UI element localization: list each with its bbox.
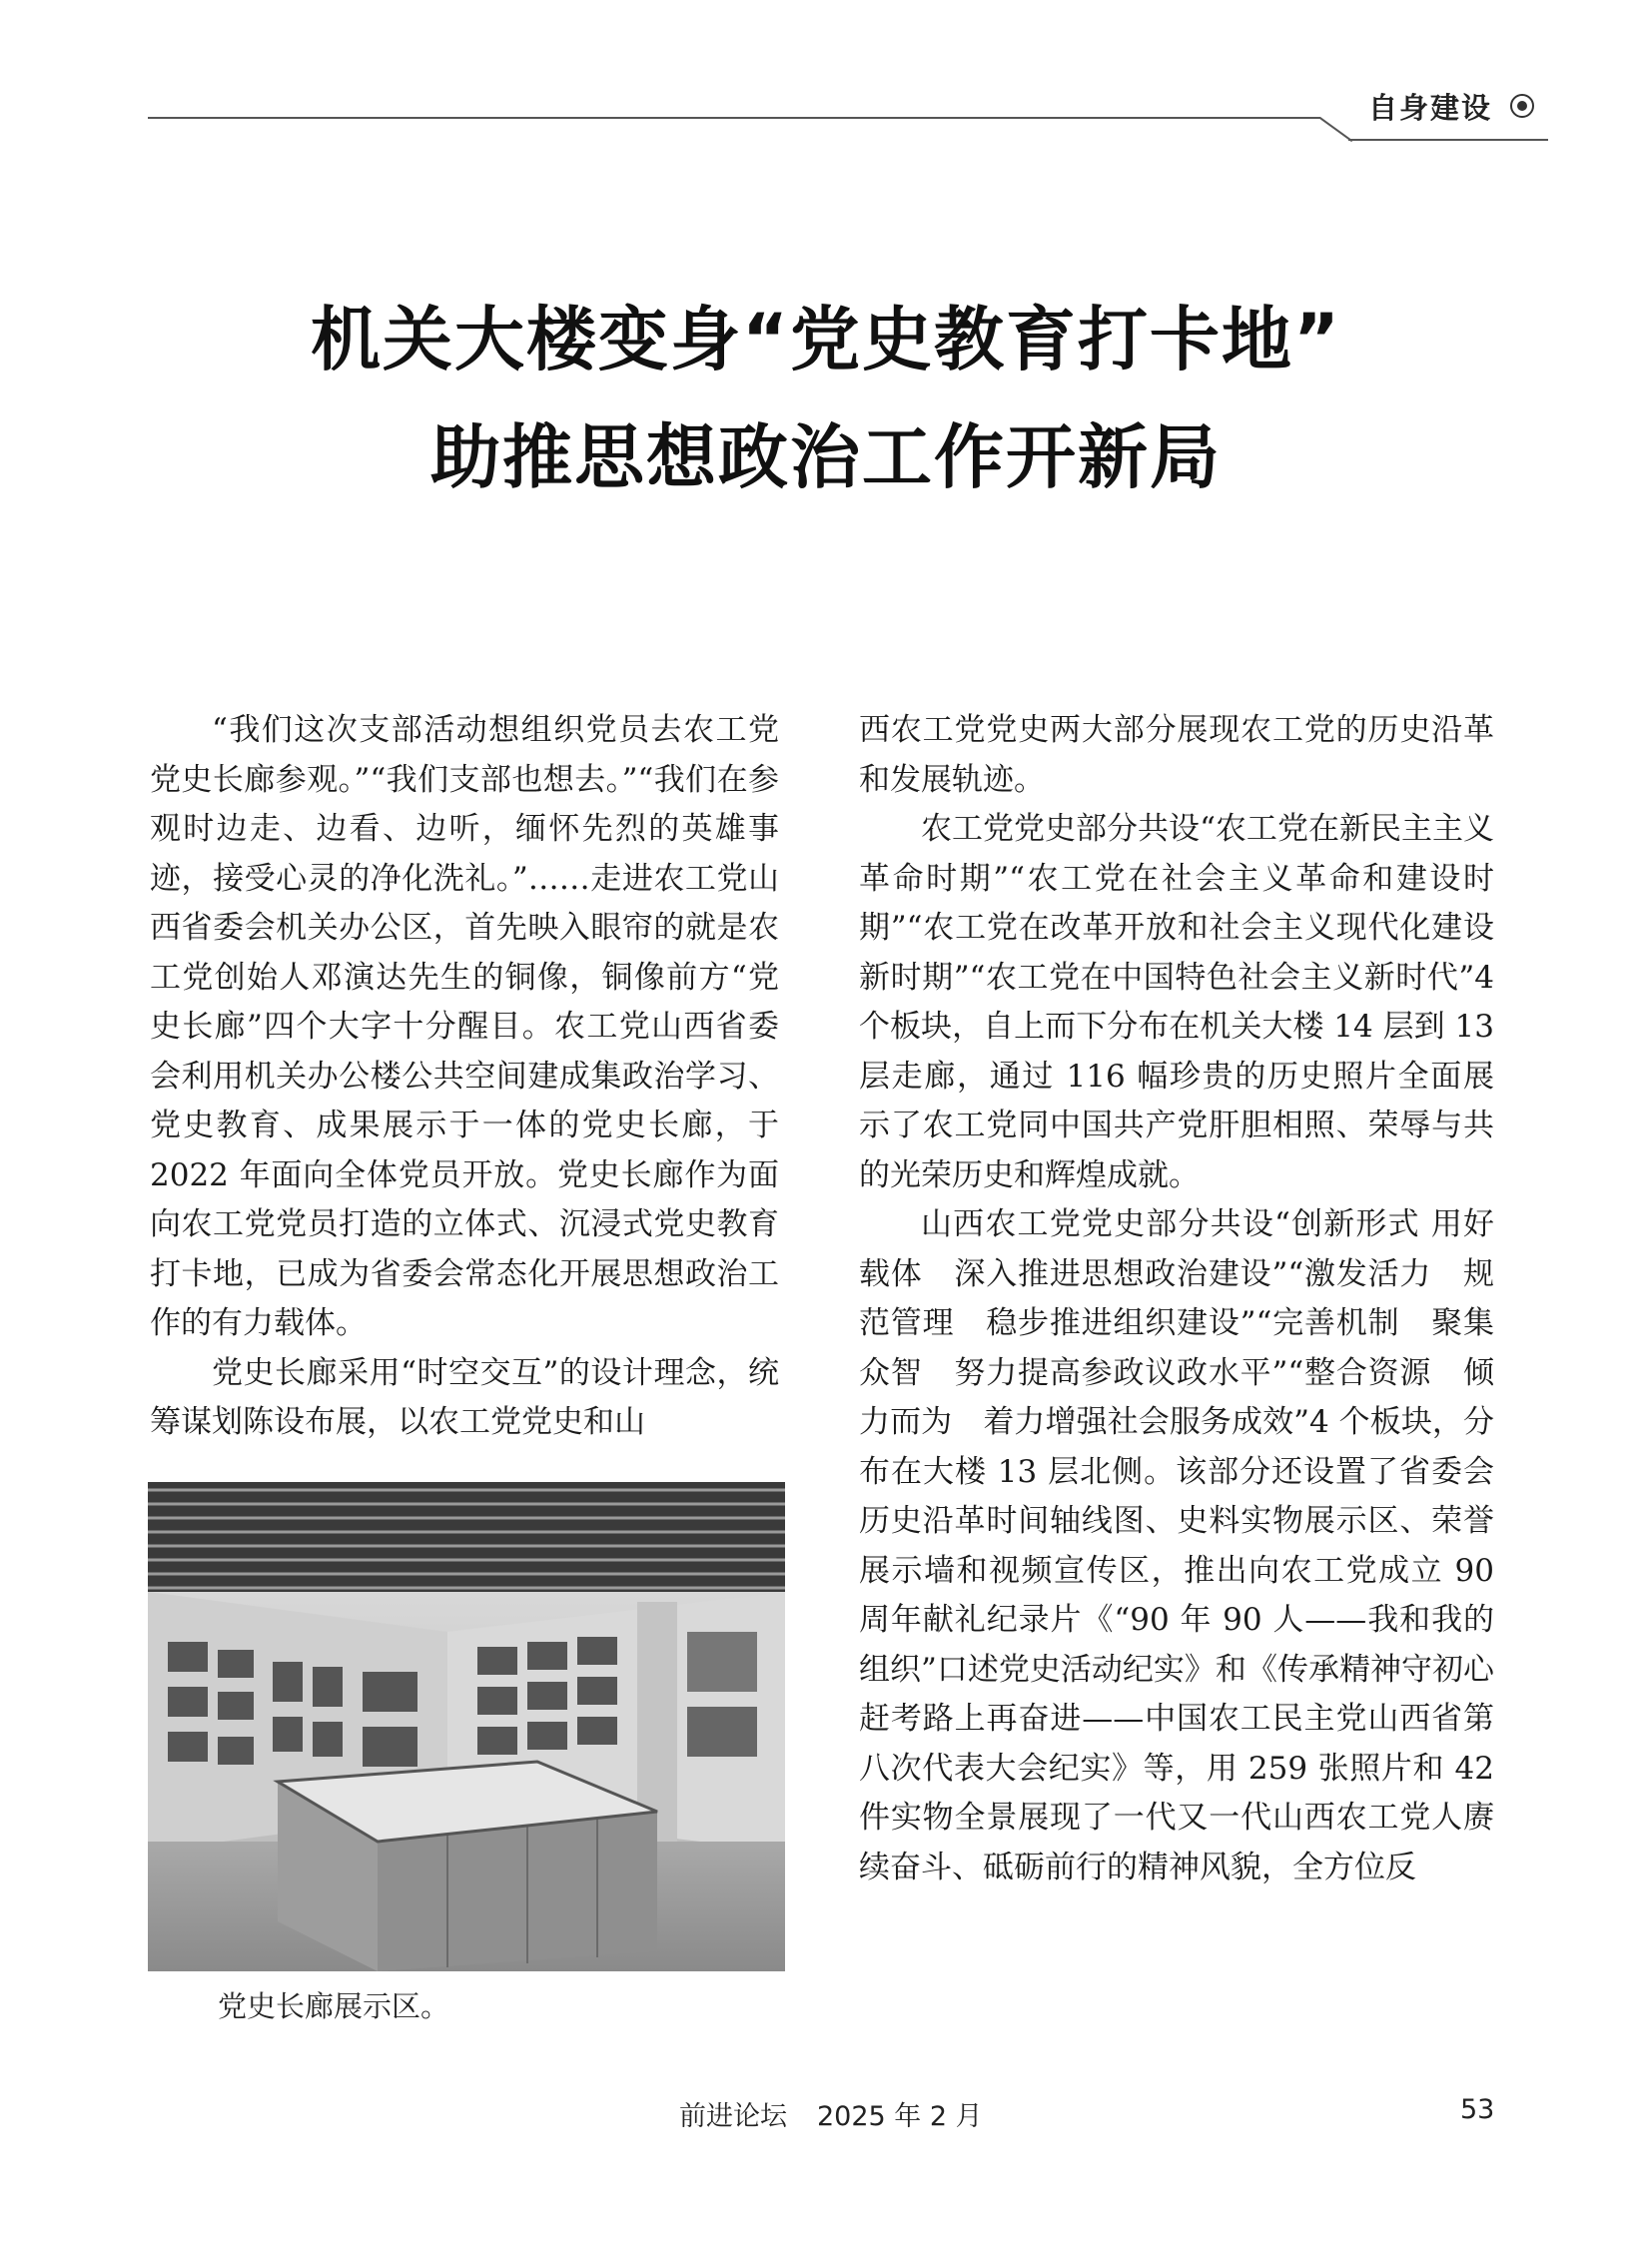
footer-date: 2025 年 2 月 — [817, 2101, 983, 2132]
right-column — [859, 706, 1525, 1892]
header-rule — [148, 117, 1320, 119]
paragraph: 西农工党党史两大部分展现农工党的历史沿革和发展轨迹。 — [859, 712, 1494, 798]
paragraph: 农工党党史部分共设“农工党在新民主主义革命时期”“农工党在社会主义革命和建设时期”“农工党在改革开放和社会主义现代化建设新时期”“农工党在中国特色社会主义新时代”4 个板块，自上而下分布在机关大楼 14 层到 13 层走廊，通过 116 幅珍贵的历史照片全面展示了农工党同中国共产党肝胆相照、荣辱与共的光荣历史和辉煌成就。 — [859, 811, 1494, 1193]
section-label: 自身建设 — [1368, 91, 1493, 125]
target-icon — [1510, 94, 1534, 118]
photo-caption: 党史长廊展示区。 — [218, 1989, 450, 2023]
article-title-line-1: 机关大楼变身“党史教育打卡地” — [310, 299, 1341, 380]
exhibition-hall-photo — [148, 1482, 785, 1971]
left-column — [150, 706, 779, 1448]
paragraph: 党史长廊采用“时空交互”的设计理念，统筹谋划陈设布展，以农工党党史和山 — [150, 1354, 779, 1440]
article-title-line-2: 助推思想政治工作开新局 — [430, 416, 1222, 498]
header-rule-under — [1348, 139, 1548, 141]
footer-publication: 前进论坛 — [679, 2101, 787, 2132]
paragraph: 山西农工党党史部分共设“创新形式 用好载体 深入推进思想政治建设”“激发活力 规范管理 稳步推进组织建设”“完善机制 聚集众智 努力提高参政议政水平”“整合资源 倾力而为 着力增强社会服务成效”4 个板块，分布在大楼 13 层北侧。该部分还设置了省委会历史沿革时间轴线图、史料实物展示区、荣誉展示墙和视频宣传区，推出向农工党成立 90 周年献礼纪录片《“90 年 90 人——我和我的组织”口述党史活动纪实》和《传承精神守初心 赶考路上再奋进——中国农工民主党山西省第八次代表大会纪实》等，用 259 张照片和 42 件实物全景展现了一代又一代山西农工党人赓续奋斗、砥砺前行的精神风貌，全方位反 — [859, 1206, 1525, 1885]
paragraph: “我们这次支部活动想组织党员去农工党党史长廊参观。”“我们支部也想去。”“我们在参观时边走、边看、边听，缅怀先烈的英雄事迹，接受心灵的净化洗礼。”……走进农工党山西省委会机关办公区，首先映入眼帘的就是农工党创始人邓演达先生的铜像，铜像前方“党史长廊”四个大字十分醒目。农工党山西省委会利用机关办公楼公共空间建成集政治学习、党史教育、成果展示于一体的党史长廊，于 2022 年面向全体党员开放。党史长廊作为面向农工党党员打造的立体式、沉浸式党史教育打卡地，已成为省委会常态化开展思想政治工作的有力载体。 — [150, 712, 779, 1341]
page-number: 53 — [1460, 2094, 1495, 2125]
